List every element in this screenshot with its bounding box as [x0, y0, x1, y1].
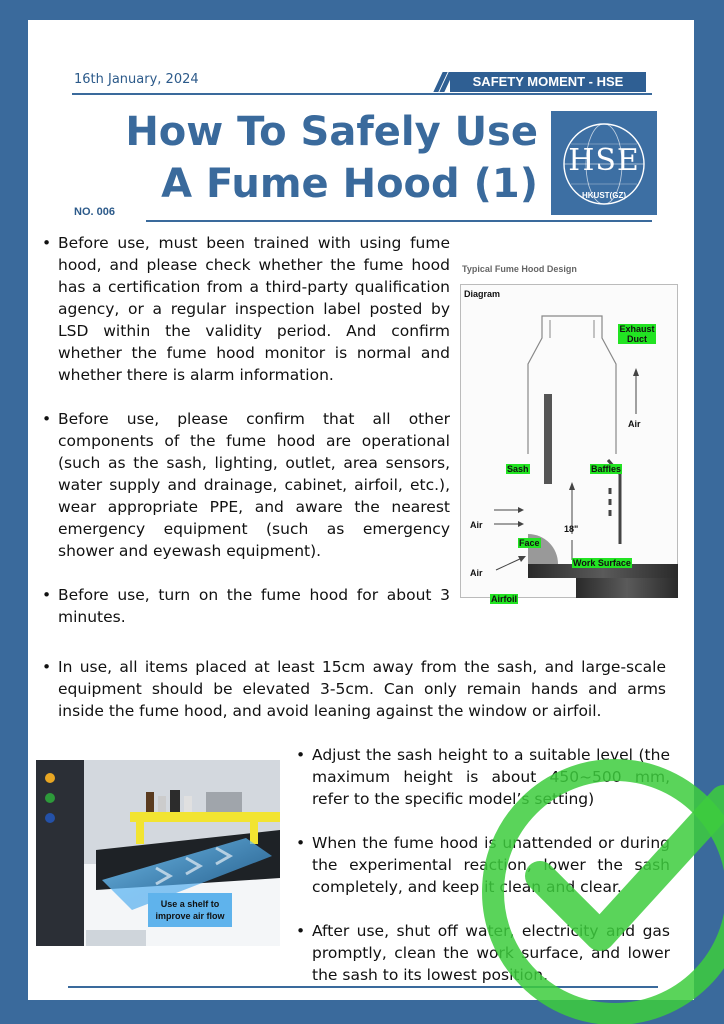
list-item: • When the fume hood is unattended or during the experimental reaction, lower the sash completely, and keep it clean and clear.: [294, 832, 670, 898]
label-baffles: Baffles: [591, 464, 622, 474]
fume-hood-diagram: [460, 264, 678, 604]
label-face: Face: [519, 538, 540, 548]
diagram-caption: Typical Fume Hood Design: [462, 264, 577, 274]
list-item: • Before use, must been trained with using fume hood, and please check whether the fume hood has a certification from a third-party qualification agency, or a regular inspection label posted by LSD within the validity period. And confirm whether the fume hood monitor is normal and whether there is alarm information.: [40, 232, 450, 386]
logo-subtext: HKUST(GZ): [582, 191, 626, 200]
label-height: 18": [564, 524, 579, 534]
issue-number: NO. 006: [74, 206, 115, 218]
header-divider: [72, 93, 652, 95]
list-item: • Before use, turn on the fume hood for about 3 minutes.: [40, 584, 450, 628]
page-sheet: [28, 20, 694, 1000]
list-item: • Before use, please confirm that all other components of the fume hood are operational (such as the sash, lighting, outlet, area sensors, water supply and drainage, cabinet, airfoil, etc.), wear appropriate PPE, and aware the nearest emergency equipment (such as emergency shower and eyewash equipment).: [40, 408, 450, 562]
footer-divider: [68, 986, 658, 988]
label-air-left-1: Air: [470, 520, 483, 530]
fume-hood-schematic: [460, 264, 678, 598]
title-line-1: How To Safely Use: [125, 109, 538, 155]
list-item: • Adjust the sash height to a suitable level (the maximum height is about 450~500 mm, refer to the specific model’s setting): [294, 744, 670, 810]
list-item: • After use, shut off water, electricity and gas promptly, clean the work surface, and lower the sash to its lowest position.: [294, 920, 670, 986]
label-exhaust-duct: Exhaust Duct: [619, 324, 655, 344]
date: 16th January, 2024: [74, 72, 199, 87]
label-air-left-2: Air: [470, 568, 483, 578]
hse-logo: [551, 111, 657, 215]
label-airfoil: Airfoil: [491, 594, 517, 604]
section-tag: SAFETY MOMENT - HSE: [450, 72, 646, 92]
bullet-list-bottom: [294, 744, 670, 1000]
bullet-list-middle: [40, 656, 666, 722]
label-air-top: Air: [628, 419, 641, 429]
list-item: • In use, all items placed at least 15cm away from the sash, and large-scale equipment should be elevated 3-5cm. Can only remain hands and arms inside the fume hood, and avoid leaning against the window or airfoil.: [40, 656, 666, 722]
label-sash: Sash: [507, 464, 529, 474]
photo-caption: Use a shelf to improve air flow: [148, 893, 232, 927]
page-title: [88, 106, 538, 210]
title-line-2: A Fume Hood (1): [161, 161, 538, 207]
fume-hood-photo: [36, 760, 280, 946]
bullet-list-top: [40, 232, 450, 650]
title-divider: [146, 220, 652, 222]
label-work-surface: Work Surface: [573, 558, 631, 568]
sash-panel: [544, 394, 552, 484]
diagram-title: Diagram: [464, 289, 501, 299]
logo-text: HSE: [568, 143, 640, 178]
